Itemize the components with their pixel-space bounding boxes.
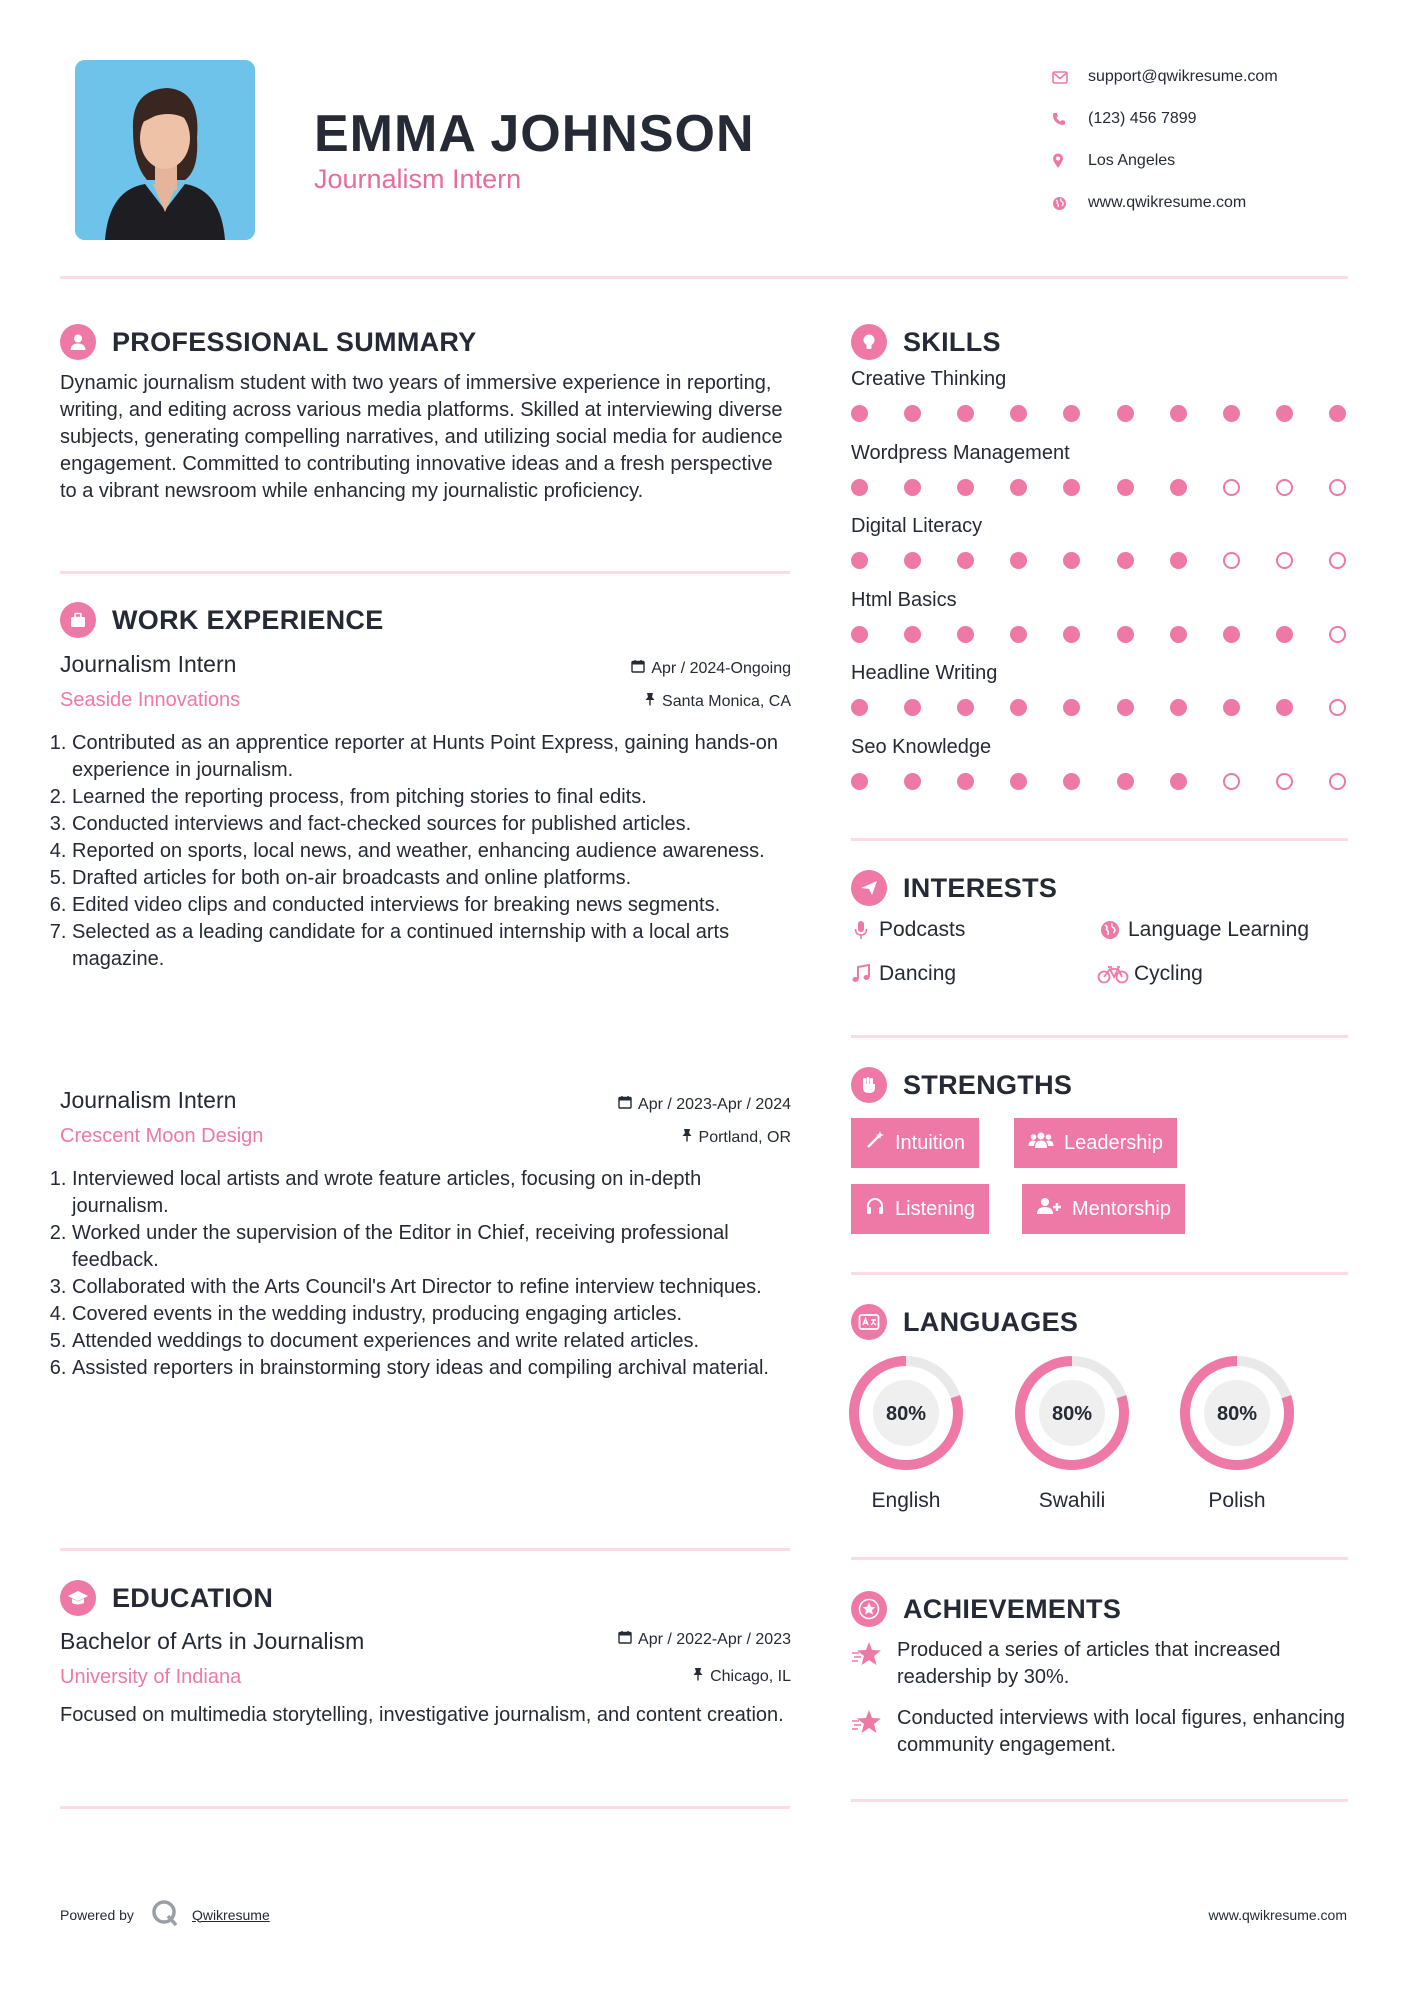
rating-dot-filled	[957, 773, 974, 790]
rating-dot-filled	[1117, 552, 1134, 569]
rating-dot-filled	[1063, 405, 1080, 422]
job-2-location-text: Portland, OR	[698, 1128, 791, 1146]
job-2-dates	[618, 1095, 791, 1114]
rating-dot-filled	[1010, 552, 1027, 569]
interest-item	[1096, 962, 1203, 986]
achievement-text: Conducted interviews with local figures, enhancing community engagement.	[897, 1707, 1346, 1756]
rating-dot-filled	[904, 699, 921, 716]
rating-dot-filled	[1276, 626, 1293, 643]
rating-dot-filled	[1117, 405, 1134, 422]
language-item	[1172, 1351, 1302, 1513]
education-dates	[618, 1630, 791, 1649]
education-location-text: Chicago, IL	[710, 1667, 791, 1685]
interests-heading	[851, 870, 1057, 906]
duty-item: 6. Assisted reporters in brainstorming story ideas and compiling archival material.	[72, 1355, 793, 1382]
rating-dot-empty	[1276, 479, 1293, 496]
strength-badge	[851, 1118, 979, 1168]
job-1-dates-text: Apr / 2024-Ongoing	[651, 659, 791, 677]
calendar-icon	[631, 659, 645, 678]
language-name: Swahili	[1038, 1489, 1106, 1512]
education-description: Focused on multimedia storytelling, investigative journalism, and content creation.	[60, 1704, 784, 1726]
pushpin-icon	[692, 1667, 704, 1686]
strength-badge	[1014, 1118, 1177, 1168]
rating-dot-filled	[1117, 479, 1134, 496]
interest-item	[1096, 918, 1309, 942]
work-divider	[60, 1548, 790, 1551]
duty-item: 7. Selected as a leading candidate for a continued internship with a local arts magazine.	[72, 919, 793, 973]
rating-dot-empty	[1276, 552, 1293, 569]
language-name: Polish	[1208, 1489, 1266, 1512]
work-title: WORK EXPERIENCE	[112, 604, 384, 635]
skill-row	[851, 442, 1351, 502]
rating-dot-filled	[904, 773, 921, 790]
headphones-icon	[865, 1196, 885, 1222]
rating-dot-filled	[1223, 626, 1240, 643]
graduation-cap-icon	[60, 1580, 96, 1616]
skill-rating	[851, 545, 1351, 575]
education-heading	[60, 1580, 273, 1616]
award-icon	[851, 1591, 887, 1627]
user-icon	[60, 324, 96, 360]
achievements-heading	[851, 1591, 1121, 1627]
microphone-icon	[847, 920, 875, 940]
skill-name: Creative Thinking	[851, 368, 1007, 390]
languages-divider	[851, 1557, 1348, 1560]
magic-wand-icon	[865, 1130, 885, 1156]
interest-label: Cycling	[1134, 962, 1203, 985]
rating-dot-filled	[1170, 552, 1187, 569]
rating-dot-filled	[851, 405, 868, 422]
skill-name: Wordpress Management	[851, 441, 1070, 464]
bicycle-icon	[1096, 964, 1130, 984]
job-1-company: Seaside Innovations	[60, 689, 241, 711]
strengths-divider	[851, 1272, 1348, 1275]
lightbulb-icon	[851, 324, 887, 360]
strength-badge	[1022, 1184, 1185, 1234]
duty-item: 1. Contributed as an apprentice reporter at Hunts Point Express, gaining hands-on experience in journalism.	[72, 730, 793, 784]
pushpin-icon	[644, 692, 656, 711]
language-ring	[844, 1351, 968, 1475]
globe-icon	[1048, 196, 1088, 211]
person-portrait-image	[75, 60, 255, 240]
language-item	[1007, 1351, 1137, 1513]
education-degree: Bachelor of Arts in Journalism	[60, 1628, 365, 1654]
contact-email[interactable]	[1048, 56, 1368, 98]
rating-dot-empty	[1329, 479, 1346, 496]
duty-item: 2. Worked under the supervision of the Editor in Chief, receiving professional feedback.	[72, 1220, 793, 1274]
rating-dot-filled	[851, 626, 868, 643]
language-percent: 80%	[1051, 1403, 1093, 1425]
duty-item: 5. Attended weddings to document experiences and write related articles.	[72, 1328, 793, 1355]
summary-text: Dynamic journalism student with two years of immersive experience in reporting, writing, and editing across various media platforms. Skilled at interviewing diverse subjects, generating compelling narratives, and utilizing social media for audience engagement. Committed to contributing innovative ideas and a fresh perspective to a vibrant newsroom while enhancing my journalistic proficiency.	[60, 372, 783, 502]
rating-dot-empty	[1329, 773, 1346, 790]
skill-name: Seo Knowledge	[851, 735, 992, 758]
footer-website[interactable]: www.qwikresume.com	[1208, 1907, 1347, 1923]
rating-dot-filled	[1170, 479, 1187, 496]
skill-name: Digital Literacy	[851, 515, 983, 537]
education-dates-text: Apr / 2022-Apr / 2023	[638, 1630, 791, 1648]
rating-dot-filled	[957, 405, 974, 422]
user-plus-icon	[1036, 1196, 1062, 1222]
rating-dot-filled	[1117, 773, 1134, 790]
rating-dot-filled	[1329, 405, 1346, 422]
rating-dot-filled	[1170, 699, 1187, 716]
achievement-text: Produced a series of articles that increased readership by 30%.	[897, 1639, 1281, 1688]
star-icon	[851, 1637, 897, 1675]
rating-dot-empty	[1223, 773, 1240, 790]
rating-dot-filled	[904, 552, 921, 569]
language-percent: 80%	[1216, 1403, 1258, 1425]
achievement-item	[851, 1705, 1351, 1759]
language-ring	[1010, 1351, 1134, 1475]
rating-dot-filled	[1276, 405, 1293, 422]
envelope-icon	[1048, 71, 1088, 84]
rating-dot-filled	[1117, 626, 1134, 643]
map-pin-icon	[1048, 153, 1088, 169]
strength-label: Intuition	[895, 1131, 966, 1154]
interests-divider	[851, 1035, 1348, 1038]
skill-row	[851, 368, 1351, 428]
education-location	[692, 1667, 791, 1686]
job-1-duties	[53, 730, 793, 973]
brand-link[interactable]: Qwikresume	[191, 1906, 270, 1923]
rating-dot-filled	[851, 552, 868, 569]
skills-heading	[851, 324, 1001, 360]
star-icon	[851, 1705, 897, 1743]
work-heading	[60, 602, 384, 638]
language-percent: 80%	[885, 1403, 927, 1425]
rating-dot-filled	[957, 626, 974, 643]
skills-title: SKILLS	[903, 326, 1001, 357]
rating-dot-filled	[1117, 699, 1134, 716]
job-2-duties	[53, 1166, 793, 1382]
duty-item: 2. Learned the reporting process, from pitching stories to final edits.	[72, 784, 793, 811]
summary-title: PROFESSIONAL SUMMARY	[112, 326, 477, 357]
rating-dot-filled	[1010, 479, 1027, 496]
interest-item	[847, 962, 956, 986]
contact-website-text: www.qwikresume.com	[1088, 194, 1247, 211]
duty-item: 4. Reported on sports, local news, and weather, enhancing audience awareness.	[72, 838, 793, 865]
rating-dot-filled	[1063, 699, 1080, 716]
interest-item	[847, 918, 965, 942]
paper-plane-icon	[851, 870, 887, 906]
rating-dot-filled	[1276, 699, 1293, 716]
contact-email-text: support@qwikresume.com	[1088, 68, 1278, 85]
rating-dot-filled	[957, 479, 974, 496]
interests-title: INTERESTS	[903, 872, 1058, 903]
interest-label: Dancing	[879, 962, 957, 985]
rating-dot-filled	[1010, 773, 1027, 790]
languages-heading	[851, 1304, 1078, 1340]
job-2-company: Crescent Moon Design	[60, 1125, 264, 1147]
rating-dot-filled	[1063, 479, 1080, 496]
footer-powered-by	[60, 1898, 270, 1931]
rating-dot-empty	[1329, 626, 1346, 643]
duty-item: 1. Interviewed local artists and wrote feature articles, focusing on in-depth journalism.	[72, 1166, 793, 1220]
calendar-icon	[618, 1630, 632, 1649]
rating-dot-filled	[1223, 405, 1240, 422]
skill-rating	[851, 398, 1351, 428]
job-2-location	[681, 1128, 791, 1147]
users-icon	[1028, 1130, 1054, 1156]
rating-dot-filled	[1063, 626, 1080, 643]
qwikresume-logo-icon	[150, 1898, 180, 1931]
education-title: EDUCATION	[112, 1582, 274, 1613]
duty-item: 6. Edited video clips and conducted interviews for breaking news segments.	[72, 892, 793, 919]
rating-dot-filled	[904, 405, 921, 422]
achievement-item	[851, 1637, 1351, 1691]
language-card-icon	[851, 1304, 887, 1340]
skill-row	[851, 736, 1351, 796]
rating-dot-filled	[851, 699, 868, 716]
duty-item: 5. Drafted articles for both on-air broadcasts and online platforms.	[72, 865, 793, 892]
strength-badge	[851, 1184, 989, 1234]
powered-by-text: Powered by	[60, 1906, 134, 1923]
phone-icon	[1048, 112, 1088, 126]
profile-photo	[75, 60, 255, 240]
rating-dot-filled	[904, 479, 921, 496]
rating-dot-filled	[1170, 773, 1187, 790]
rating-dot-filled	[1010, 699, 1027, 716]
rating-dot-empty	[1276, 773, 1293, 790]
pushpin-icon	[681, 1128, 693, 1147]
rating-dot-filled	[1010, 626, 1027, 643]
rating-dot-empty	[1329, 552, 1346, 569]
fist-icon	[851, 1067, 887, 1103]
rating-dot-filled	[1010, 405, 1027, 422]
summary-divider	[60, 571, 790, 574]
rating-dot-filled	[851, 479, 868, 496]
skill-rating	[851, 766, 1351, 796]
job-2-dates-text: Apr / 2023-Apr / 2024	[638, 1095, 791, 1113]
music-note-icon	[847, 964, 875, 984]
job-1-title: Journalism Intern	[60, 651, 237, 677]
rating-dot-filled	[957, 699, 974, 716]
interest-label: Language Learning	[1128, 918, 1310, 941]
education-school: University of Indiana	[60, 1666, 242, 1688]
job-1-dates	[631, 659, 791, 678]
rating-dot-empty	[1223, 552, 1240, 569]
rating-dot-filled	[1170, 405, 1187, 422]
achievements-title: ACHIEVEMENTS	[903, 1593, 1122, 1624]
education-divider	[60, 1806, 790, 1809]
candidate-role: Journalism Intern	[314, 164, 522, 194]
globe-icon	[1096, 920, 1124, 940]
rating-dot-empty	[1223, 479, 1240, 496]
job-2-title: Journalism Intern	[60, 1087, 237, 1113]
candidate-name: EMMA JOHNSON	[314, 105, 755, 163]
strengths-heading	[851, 1067, 1072, 1103]
job-1-location	[644, 692, 791, 711]
contact-location-text: Los Angeles	[1088, 152, 1176, 169]
duty-item: 3. Collaborated with the Arts Council's Art Director to refine interview techniques.	[72, 1274, 793, 1301]
duty-item: 3. Conducted interviews and fact-checked sources for published articles.	[72, 811, 793, 838]
rating-dot-filled	[1063, 773, 1080, 790]
contact-website[interactable]	[1048, 182, 1368, 224]
strength-label: Listening	[895, 1197, 976, 1220]
summary-heading	[60, 324, 477, 360]
skills-divider	[851, 838, 1348, 841]
strength-label: Mentorship	[1072, 1197, 1171, 1220]
skill-row	[851, 589, 1351, 649]
skill-name: Html Basics	[851, 588, 957, 611]
languages-title: LANGUAGES	[903, 1306, 1079, 1337]
rating-dot-filled	[1170, 626, 1187, 643]
rating-dot-filled	[1063, 552, 1080, 569]
header-divider	[60, 276, 1348, 279]
achievements-divider	[851, 1799, 1348, 1802]
skill-rating	[851, 692, 1351, 722]
contact-phone-text: (123) 456 7899	[1088, 110, 1197, 127]
rating-dot-filled	[904, 626, 921, 643]
calendar-icon	[618, 1095, 632, 1114]
strength-label: Leadership	[1064, 1131, 1163, 1154]
contact-location	[1048, 140, 1368, 182]
strengths-title: STRENGTHS	[903, 1069, 1073, 1100]
language-name: English	[871, 1489, 941, 1512]
contact-phone[interactable]	[1048, 98, 1368, 140]
skill-rating	[851, 619, 1351, 649]
rating-dot-filled	[1223, 699, 1240, 716]
duty-item: 4. Covered events in the wedding industry, producing engaging articles.	[72, 1301, 793, 1328]
contact-list	[1048, 56, 1368, 224]
job-1-location-text: Santa Monica, CA	[662, 692, 791, 710]
rating-dot-filled	[957, 552, 974, 569]
skill-name: Headline Writing	[851, 662, 998, 684]
skill-row	[851, 662, 1351, 722]
briefcase-icon	[60, 602, 96, 638]
interest-label: Podcasts	[879, 918, 966, 941]
rating-dot-empty	[1329, 699, 1346, 716]
skill-row	[851, 515, 1351, 575]
rating-dot-filled	[851, 773, 868, 790]
language-item	[841, 1351, 971, 1513]
language-ring	[1175, 1351, 1299, 1475]
skill-rating	[851, 472, 1351, 502]
